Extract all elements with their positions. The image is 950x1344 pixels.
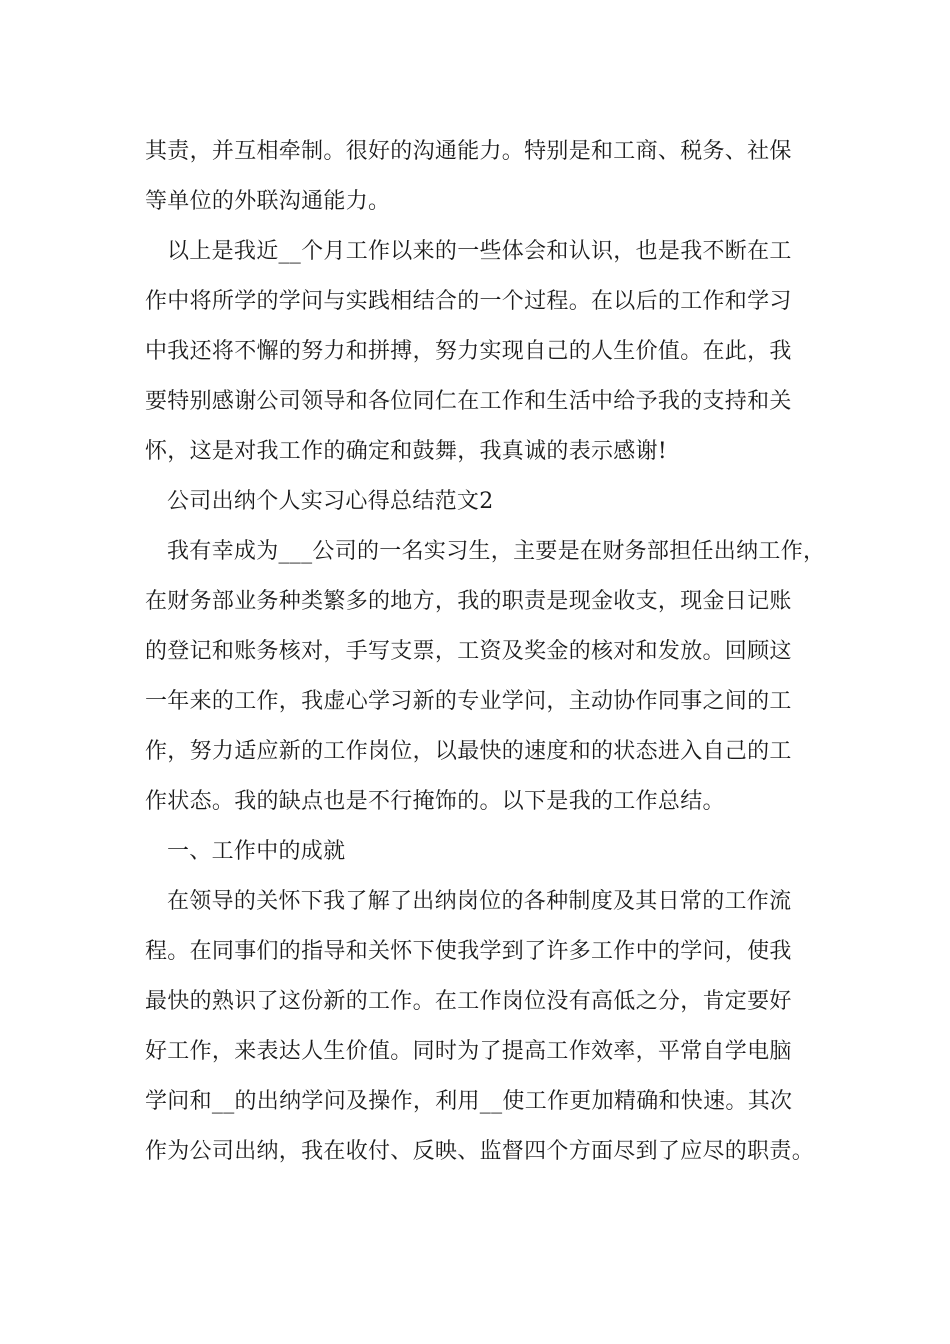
text-line: 中我还将不懈的努力和拼搏，努力实现自己的人生价值。在此，我 — [145, 339, 792, 364]
text-line: 最快的熟识了这份新的工作。在工作岗位没有高低之分，肯定要好 — [145, 989, 792, 1014]
text-line: 一年来的工作，我虚心学习新的专业学问，主动协作同事之间的工 — [145, 689, 792, 714]
text-line: 作为公司出纳，我在收付、反映、监督四个方面尽到了应尽的职责。 — [145, 1139, 815, 1164]
text-line: 要特别感谢公司领导和各位同仁在工作和生活中给予我的支持和关 — [145, 389, 792, 414]
text-line: 作，努力适应新的工作岗位，以最快的速度和的状态进入自己的工 — [145, 739, 792, 764]
paragraph-first-line: 我有幸成为___公司的一名实习生，主要是在财务部担任出纳工作， — [167, 539, 826, 564]
text-line: 程。在同事们的指导和关怀下使我学到了许多工作中的学问，使我 — [145, 939, 792, 964]
subsection-heading: 一、工作中的成就 — [167, 839, 346, 864]
section-heading: 公司出纳个人实习心得总结范文2 — [167, 489, 494, 514]
text-line: 怀，这是对我工作的确定和鼓舞，我真诚的表示感谢! — [145, 439, 668, 464]
paragraph-first-line: 在领导的关怀下我了解了出纳岗位的各种制度及其日常的工作流 — [167, 889, 792, 914]
text-line: 作中将所学的学问与实践相结合的一个过程。在以后的工作和学习 — [145, 289, 792, 314]
text-line: 作状态。我的缺点也是不行掩饰的。以下是我的工作总结。 — [145, 789, 725, 814]
text-line: 其责，并互相牵制。很好的沟通能力。特别是和工商、税务、社保 — [145, 139, 792, 164]
text-line: 学问和__的出纳学问及操作，利用__使工作更加精确和快速。其次 — [145, 1089, 793, 1114]
text-line: 在财务部业务种类繁多的地方，我的职责是现金收支，现金日记账 — [145, 589, 792, 614]
paragraph-first-line: 以上是我近__个月工作以来的一些体会和认识，也是我不断在工 — [167, 239, 792, 264]
text-line: 等单位的外联沟通能力。 — [145, 189, 391, 214]
text-line: 好工作，来表达人生价值。同时为了提高工作效率，平常自学电脑 — [145, 1039, 792, 1064]
text-line: 的登记和账务核对，手写支票，工资及奖金的核对和发放。回顾这 — [145, 639, 792, 664]
